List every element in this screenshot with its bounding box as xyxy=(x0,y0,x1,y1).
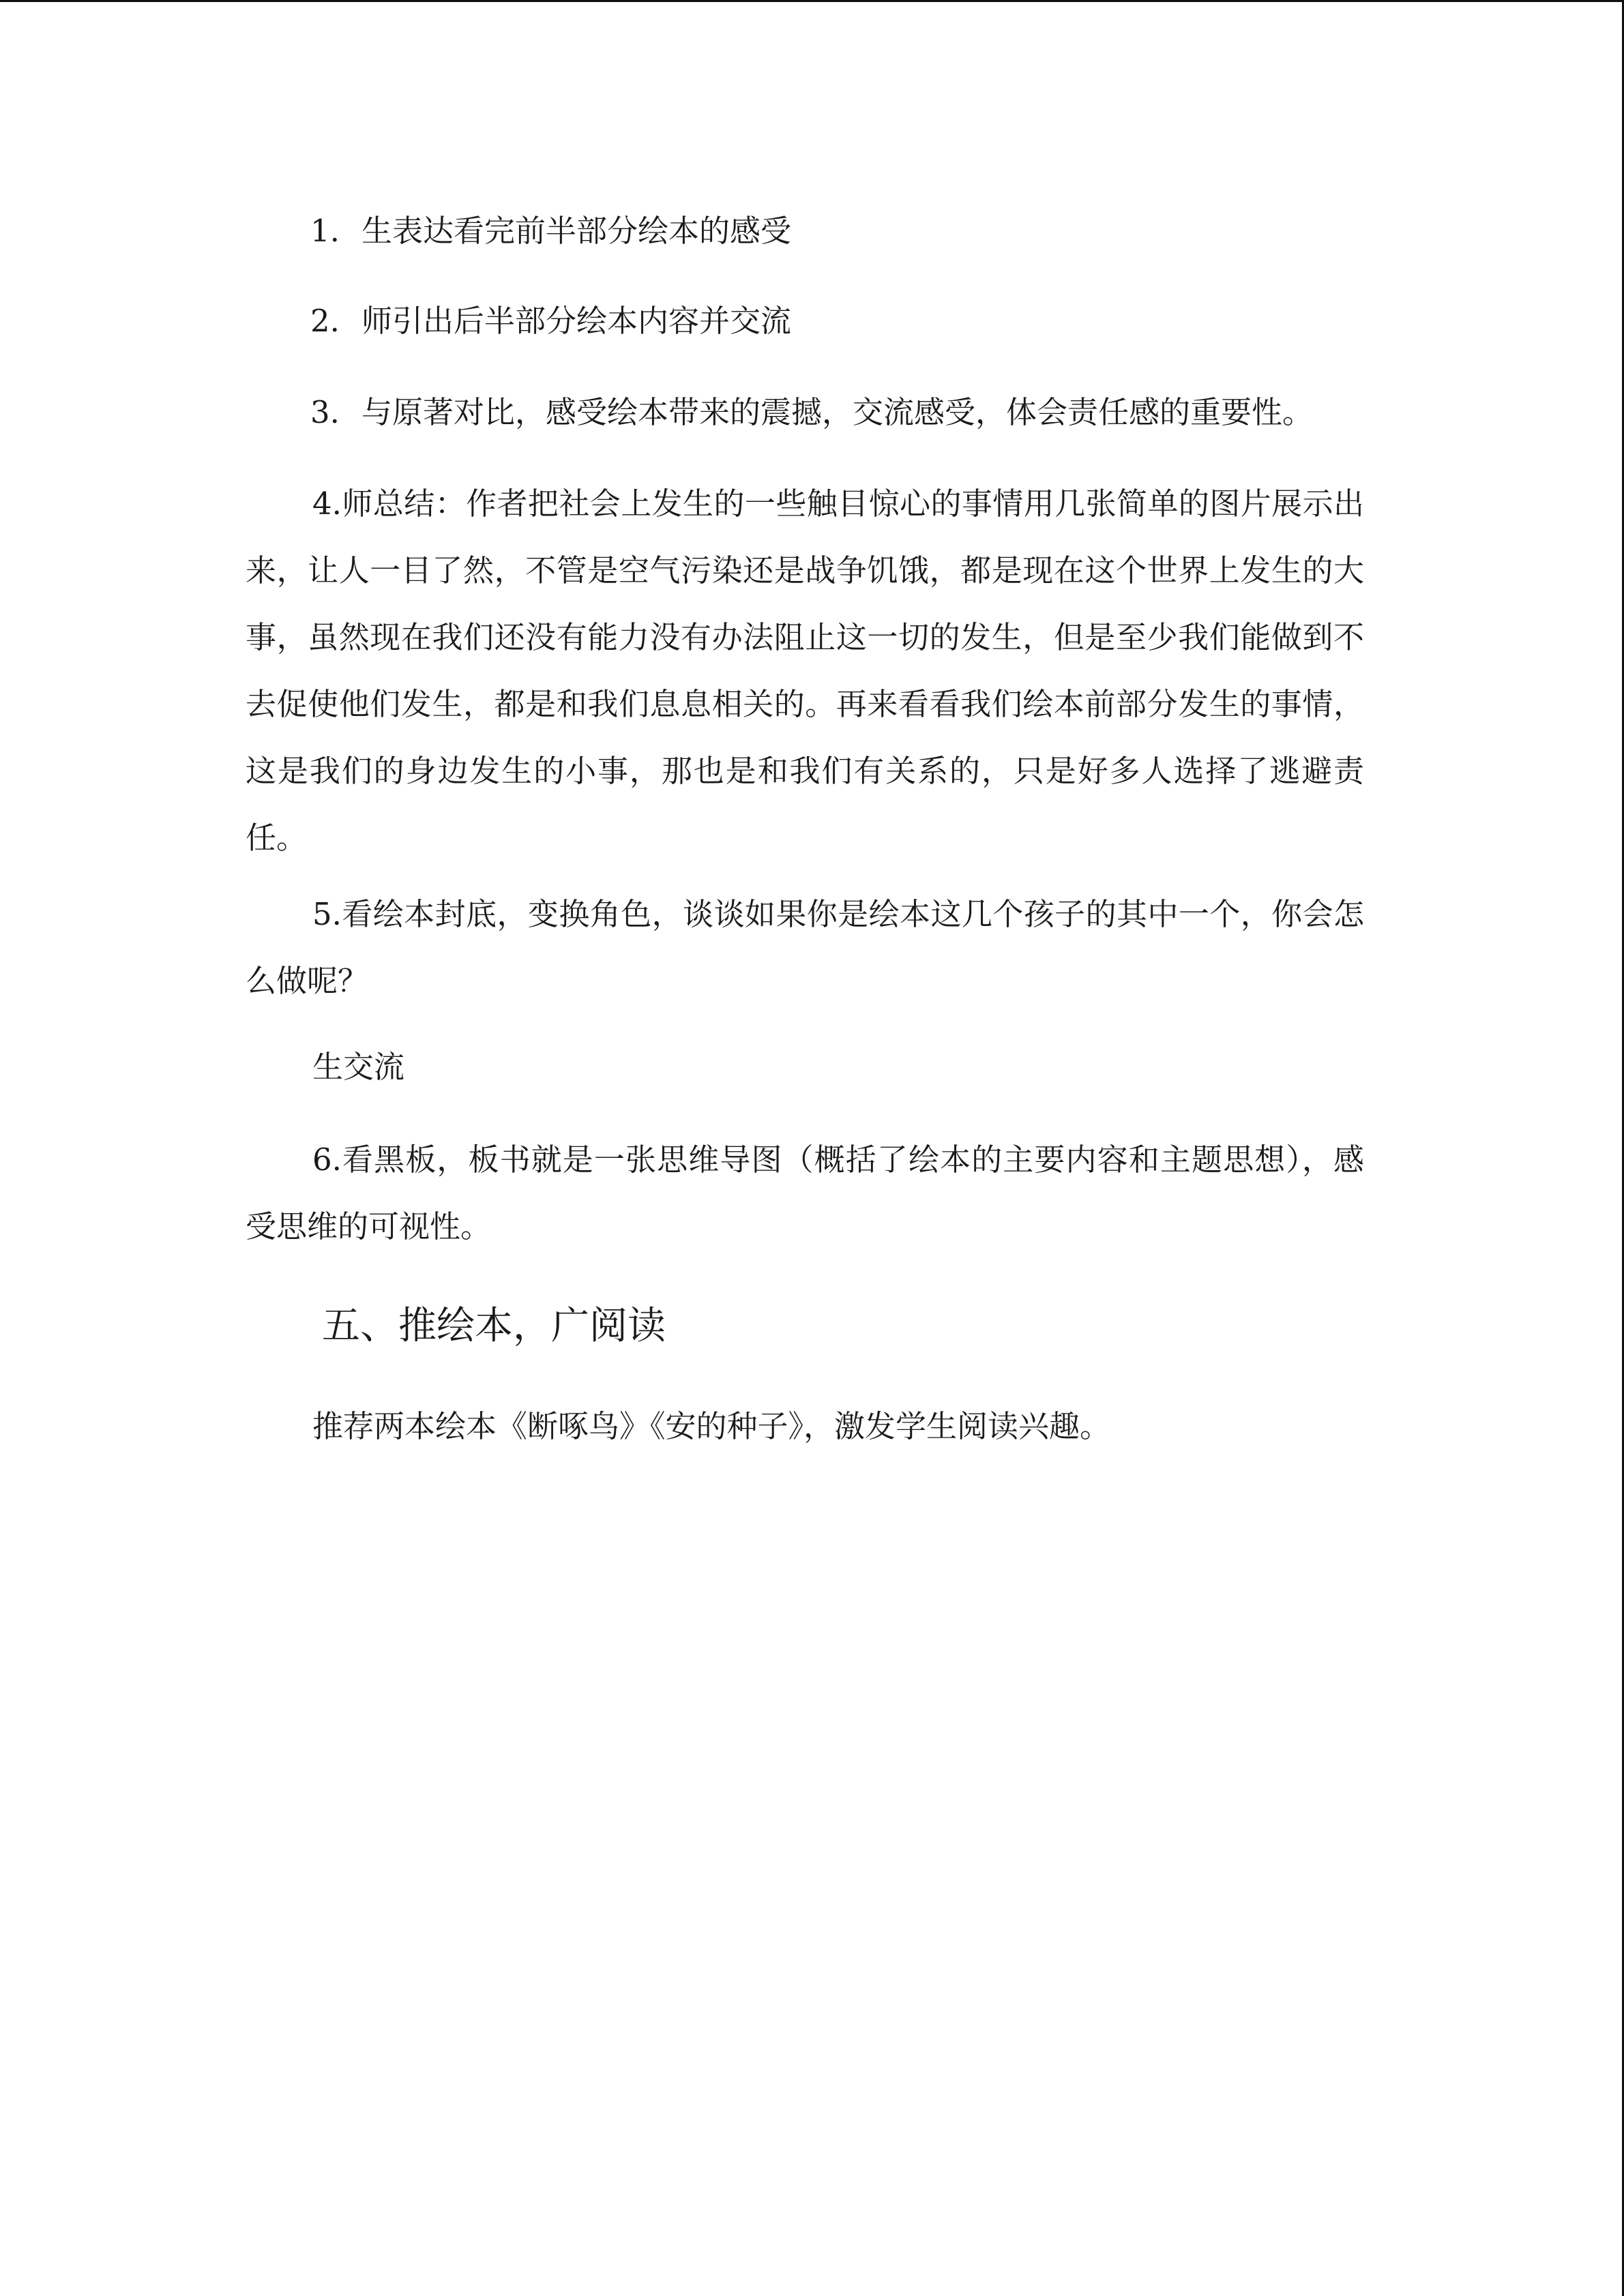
list-number: 3. xyxy=(310,394,340,430)
list-item-text: 生表达看完前半部分绘本的感受 xyxy=(361,213,792,249)
list-number: 1. xyxy=(310,213,340,249)
list-item-text: 师引出后半部分绘本内容并交流 xyxy=(361,303,792,339)
back-cover-paragraph: 5.看绘本封底，变换角色，谈谈如果你是绘本这几个孩子的其中一个，你会怎么做呢？ xyxy=(246,896,1364,999)
list-item-3 xyxy=(310,379,1313,446)
student-exchange-line: 生交流 xyxy=(312,1049,405,1085)
summary-paragraph: 4.师总结：作者把社会上发生的一些触目惊心的事情用几张简单的图片展示出来，让人一目了然，不管是空气污染还是战争饥饿，都是现在这个世界上发生的大事，虽然现在我们还没有能力没有办法阻止这一切的发生，但是至少我们能做到不去促使他们发生，都是和我们息息相关的。再来看看我们绘本前部分发生的事情，这是我们的身边发生的小事，那也是和我们有关系的，只是好多人选择了逃避责任。 xyxy=(246,486,1364,856)
list-item-text: 与原著对比，感受绘本带来的震撼，交流感受，体会责任感的重要性。 xyxy=(361,394,1314,430)
blackboard-paragraph: 6.看黑板，板书就是一张思维导图（概括了绘本的主要内容和主题思想），感受思维的可视性。 xyxy=(246,1142,1364,1244)
list-number: 2. xyxy=(310,303,340,339)
recommendation-paragraph: 推荐两本绘本《断啄鸟》《安的种子》，激发学生阅读兴趣。 xyxy=(312,1408,1111,1444)
section-heading: 五、推绘本，广阅读 xyxy=(322,1304,666,1348)
list-item-1 xyxy=(310,198,791,265)
list-item-2 xyxy=(310,288,791,355)
